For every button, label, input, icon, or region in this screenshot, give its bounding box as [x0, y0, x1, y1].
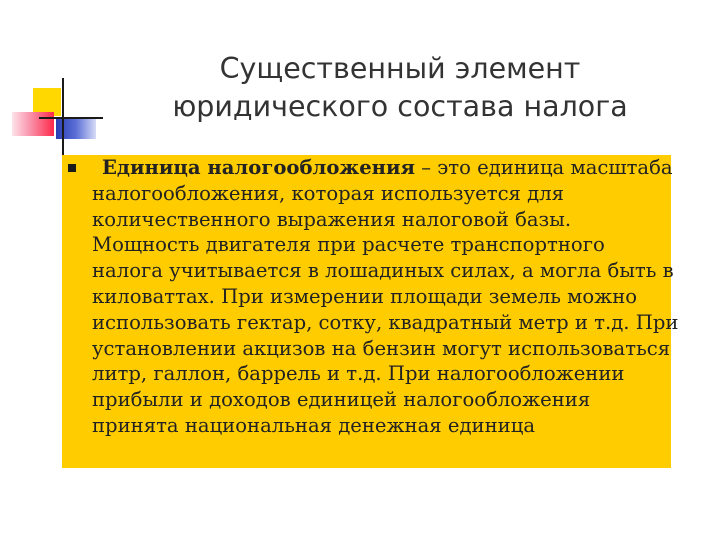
bullet-line: установлении акцизов на бензин могут использоваться: [92, 336, 671, 360]
slide-title-line: Существенный элемент: [219, 52, 581, 85]
bullet-first-line: [92, 155, 673, 181]
bullet-line: использовать гектар, сотку, квадратный метр и т.д. При: [92, 310, 679, 334]
bullet-square-icon: [68, 164, 76, 172]
bullet-line: налога учитывается в лошадиных силах, а могла быть в: [92, 259, 674, 283]
bullet-first-line-rest: – это единица масштаба: [415, 156, 673, 179]
slide-title-line: юридического состава налога: [172, 90, 628, 123]
bullet-line: Мощность двигателя при расчете транспортного: [92, 233, 605, 257]
bullet-line: киловаттах. При измерении площади земель можно: [92, 284, 638, 308]
slide-title: [120, 50, 680, 126]
ornament-red-bar: [12, 112, 54, 136]
bullet-line: прибыли и доходов единицей налогообложения: [92, 388, 591, 412]
ornament-horizontal-line: [39, 117, 103, 119]
bullet-text: [92, 155, 679, 439]
bullet-line: принята национальная денежная единица: [92, 413, 536, 437]
bullet-line: количественного выражения налоговой базы.: [92, 207, 572, 231]
bullet-line: литр, галлон, баррель и т.д. При налогообложении: [92, 362, 625, 386]
bullet-term: Единица налогообложения: [102, 156, 416, 179]
bullet-line: налогообложения, которая используется для: [92, 181, 565, 205]
